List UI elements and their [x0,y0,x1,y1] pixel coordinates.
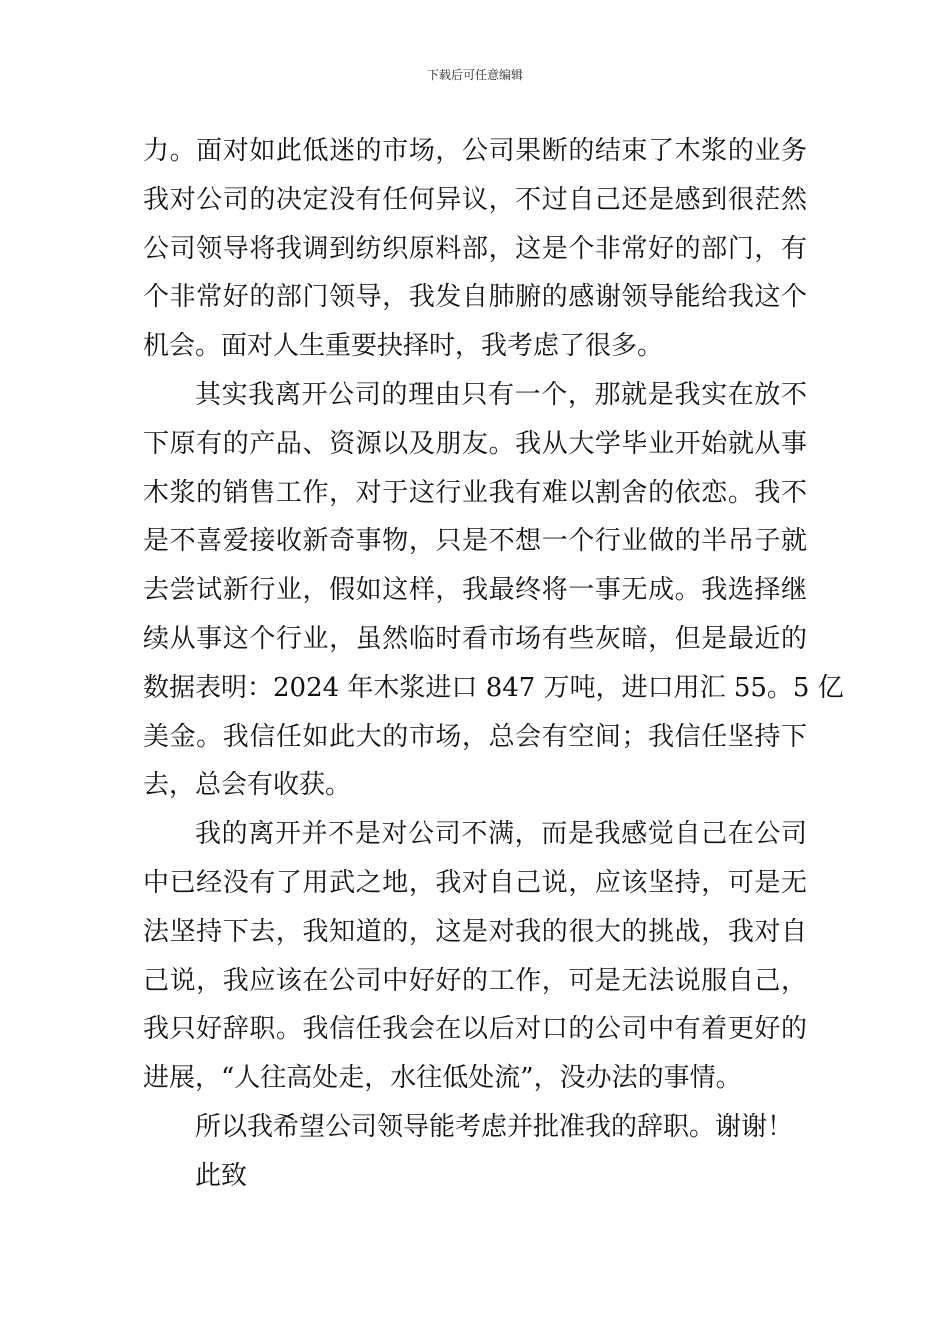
text-line: 是不喜爱接收新奇事物，只是不想一个行业做的半吊子就 [143,526,807,557]
text-line: 公司领导将我调到纺织原料部，这是个非常好的部门，有 [143,233,807,264]
text-line: 续从事这个行业，虽然临时看市场有些灰暗，但是最近的 [143,623,807,654]
text-line: 中已经没有了用武之地，我对自己说，应该坚持，可是无 [143,867,807,898]
text-line: 木浆的销售工作，对于这行业我有难以割舍的依恋。我不 [143,477,807,508]
closing-salutation [143,1152,807,1201]
page-header: 下载后可任意编辑 [426,68,523,82]
text-line: 美金。我信任如此大的市场，总会有空间；我信任坚持下 [143,721,807,752]
paragraph-1 [143,127,807,371]
text-line: 我对公司的决定没有任何异议，不过自己还是感到很茫然 [143,184,807,215]
text-line: 其实我离开公司的理由只有一个，那就是我实在放不 [195,379,807,410]
text-line: 力。面对如此低迷的市场，公司果断的结束了木浆的业务 [143,136,807,166]
text-line: 法坚持下去，我知道的，这是对我的很大的挑战，我对自 [143,916,807,947]
paragraph-4 [143,1103,807,1152]
paragraph-3 [143,810,807,1103]
text-line: 去，总会有收获。 [143,770,352,801]
text-line: 数据表明：2024 年木浆进口 847 万吨，进口用汇 55。5 亿 [143,672,844,703]
text-line: 我的离开并不是对公司不满，而是我感觉自己在公司 [195,819,807,850]
text-line: 下原有的产品、资源以及朋友。我从大学毕业开始就从事 [143,428,807,459]
text-line: 个非常好的部门领导，我发自肺腑的感谢领导能给我这个 [143,282,807,313]
text-line: 所以我希望公司领导能考虑并批准我的辞职。谢谢！ [195,1111,794,1142]
text-line: 此致 [195,1160,248,1191]
text-line: 去尝试新行业，假如这样，我最终将一事无成。我选择继 [143,575,807,606]
text-line: 进展，“人往高处走，水往低处流”，没办法的事情。 [143,1063,742,1094]
text-line: 己说，我应该在公司中好好的工作，可是无法说服自己， [143,965,807,996]
text-line: 机会。面对人生重要抉择时，我考虑了很多。 [143,331,664,362]
paragraph-2 [143,371,844,810]
text-line: 我只好辞职。我信任我会在以后对口的公司中有着更好的 [143,1014,807,1045]
document-body [143,127,844,1201]
